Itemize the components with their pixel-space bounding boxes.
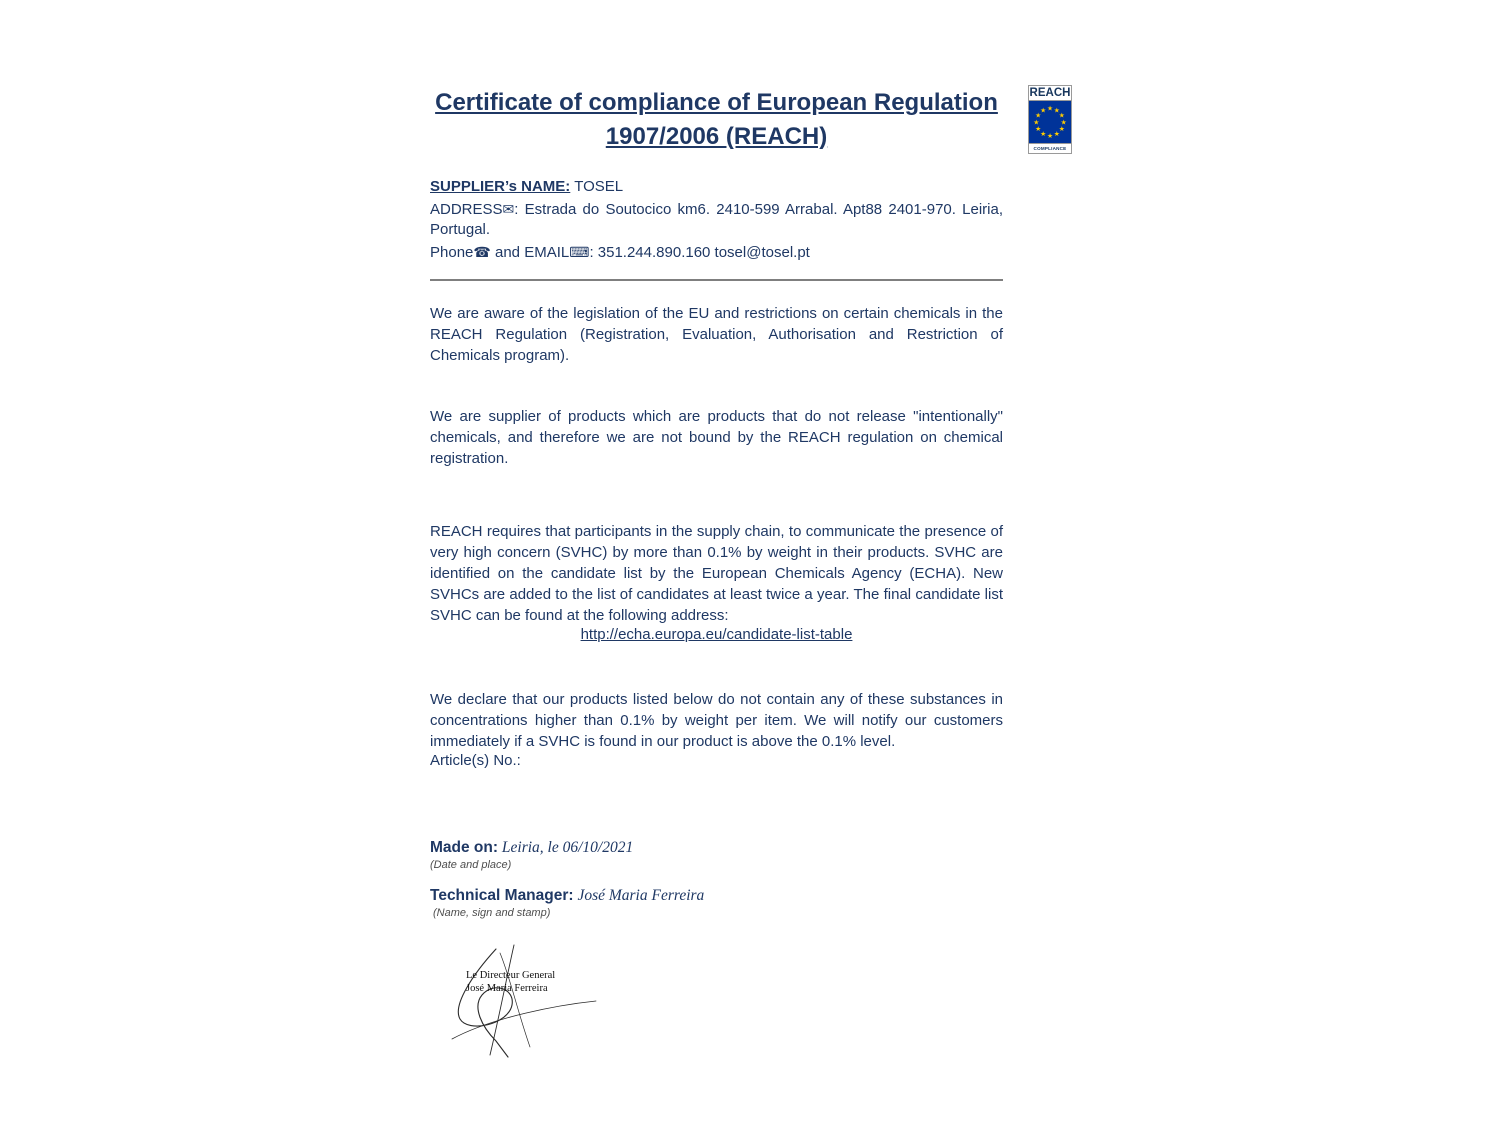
reach-logo-compliance-label: COMPLIANCE xyxy=(1029,143,1071,153)
svg-text:★: ★ xyxy=(1046,131,1054,140)
supplier-name-label: SUPPLIER’s NAME: xyxy=(430,178,571,196)
svg-text:★: ★ xyxy=(1053,106,1060,115)
svg-text:★: ★ xyxy=(1053,130,1060,139)
svg-text:★: ★ xyxy=(1033,118,1040,127)
stamp-line-1: Le Directeur General xyxy=(466,970,556,982)
paragraph-declaration: We declare that our products listed below do not contain any of these substances in concentrations higher than 0.1% by weight per item. We will notify our customers immediately if a SVHC is found in our product is above the 0.1% level. xyxy=(430,691,1003,751)
stamp-text xyxy=(466,969,555,995)
svg-text:★: ★ xyxy=(1046,104,1054,113)
document-body xyxy=(430,86,1003,1063)
made-on-line xyxy=(430,839,1003,857)
title-line-1: Certificate of compliance of European Regulation xyxy=(435,89,998,116)
svg-text:★: ★ xyxy=(1058,125,1065,134)
paragraph-reach-awareness: We are aware of the legislation of the EU and restrictions on certain chemicals in the REACH Regulation (Registration, Evaluation, Authorisation and Restriction of Chemicals program). xyxy=(430,305,1003,365)
supplier-block xyxy=(430,177,1003,263)
reach-compliance-logo xyxy=(1028,85,1072,154)
candidate-list-link-line xyxy=(430,626,1003,643)
supplier-name-value: TOSEL xyxy=(570,178,624,196)
reach-logo-title: REACH xyxy=(1029,87,1071,99)
email-label: and EMAIL xyxy=(490,244,570,262)
address-value: : Estrada do Soutocico km6. 2410-599 Arrabal. Apt88 2401-970. Leiria, Portugal. xyxy=(430,201,1003,239)
technical-manager-block xyxy=(430,887,1003,919)
supplier-contact-line xyxy=(430,242,1003,263)
horizontal-divider xyxy=(430,279,1003,281)
technical-manager-line xyxy=(430,887,1003,905)
svg-text:★: ★ xyxy=(1040,130,1047,139)
signature-scribble-icon xyxy=(438,943,658,1063)
supplier-name-line xyxy=(430,177,1003,197)
address-label: ADDRESS xyxy=(430,201,503,219)
made-on-value: Leiria, le 06/10/2021 xyxy=(498,839,634,857)
svg-text:★: ★ xyxy=(1058,111,1065,120)
technical-manager-label: Technical Manager: xyxy=(430,887,574,905)
paragraph-supplier-statement: We are supplier of products which are products that do not release "intentionally" chemicals, and therefore we are not bound by the REACH regulation on chemical registration. xyxy=(430,408,1003,468)
svg-text:★: ★ xyxy=(1060,118,1067,127)
made-on-label: Made on: xyxy=(430,839,499,857)
envelope-icon: ✉ xyxy=(502,201,515,218)
contact-value: : 351.244.890.160 tosel@tosel.pt xyxy=(589,244,810,262)
technical-manager-value: José Maria Ferreira xyxy=(573,887,705,905)
article-number-line: Article(s) No.: xyxy=(430,752,521,770)
computer-icon: ⌨ xyxy=(569,244,590,261)
svg-text:★: ★ xyxy=(1040,106,1047,115)
paragraph-svhc-requirement: REACH requires that participants in the supply chain, to communicate the presence of very high concern (SVHC) by more than 0.1% by weight in their products. SVHC are identified on the candidate list by the European Chemicals Agency (ECHA). New SVHCs are added to the list of candidates at least twice a year. The final candidate list SVHC can be found at the following address: xyxy=(430,523,1003,625)
page-title xyxy=(430,86,1003,153)
svg-text:★: ★ xyxy=(1035,125,1042,134)
stamp-line-2: José Maria Ferreira xyxy=(466,983,548,995)
phone-label: Phone xyxy=(430,244,474,262)
svg-text:★: ★ xyxy=(1035,111,1042,120)
candidate-list-link[interactable]: http://echa.europa.eu/candidate-list-table xyxy=(580,626,853,644)
signature-area xyxy=(438,943,658,1063)
made-on-note: (Date and place) xyxy=(430,859,512,872)
phone-icon: ☎ xyxy=(473,244,491,261)
supplier-address-line xyxy=(430,199,1003,240)
made-on-block xyxy=(430,839,1003,871)
eu-flag-icon xyxy=(1029,101,1071,143)
technical-manager-note: (Name, sign and stamp) xyxy=(433,907,551,920)
title-line-2: 1907/2006 (REACH) xyxy=(605,122,828,150)
